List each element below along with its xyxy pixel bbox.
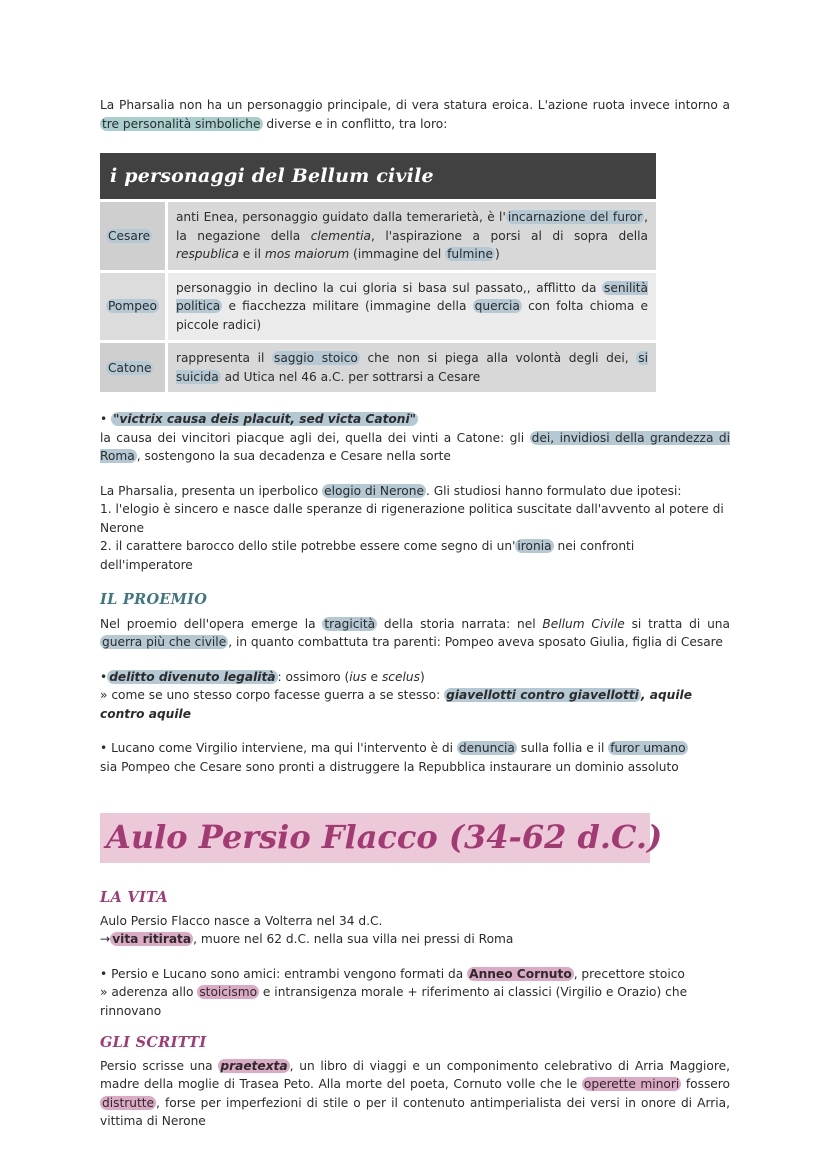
bullet-text: : ossimoro ( xyxy=(277,669,350,684)
highlight-elogio: elogio di Nerone xyxy=(324,483,424,498)
table-row xyxy=(100,271,656,342)
proemio-text: della storia narrata: nel xyxy=(377,616,543,631)
bullet: • xyxy=(100,669,108,684)
elogio-text-end: . Gli studiosi hanno formulato due ipotesi: xyxy=(425,483,682,498)
highlight: saggio stoico xyxy=(273,351,358,365)
row-desc-cell xyxy=(166,342,656,393)
section-heading-scritti: GLI SCRITTI xyxy=(100,1034,207,1051)
row-name-cell xyxy=(100,201,166,272)
highlight: dei, invidiosi della grandezza di Roma xyxy=(100,430,730,463)
scritti-text: Persio scrisse una xyxy=(100,1058,219,1073)
highlight: guerra più che civile xyxy=(102,635,227,649)
bullet-delitto xyxy=(100,668,730,687)
intro-text-end: diverse e in conflitto, tra loro: xyxy=(262,116,448,131)
highlight: tragicità xyxy=(324,616,376,631)
vita-bullet-detail xyxy=(100,983,730,1020)
bullet-lucano xyxy=(100,739,730,758)
highlight: fulmine xyxy=(447,247,494,261)
highlight-ironia: ironia xyxy=(517,539,552,553)
character-name: Pompeo xyxy=(108,299,157,314)
highlight: denuncia xyxy=(458,741,515,755)
vita-line xyxy=(100,930,730,949)
elogio-paragraph xyxy=(100,482,730,501)
desc-text: rappresenta il xyxy=(175,351,272,365)
highlight: quercia xyxy=(474,299,520,313)
section-heading-vita: LA VITA xyxy=(100,889,168,906)
vita-text: e intransigenza morale + riferimento ai classici (Virgilio e Orazio) che rinnovano xyxy=(100,985,688,1018)
intro-paragraph xyxy=(100,96,730,133)
highlight: incarnazione del furor xyxy=(507,210,643,224)
table-row xyxy=(100,201,656,272)
characters-table xyxy=(100,153,656,392)
translation-text: la causa dei vincitori piacque agli dei, quella dei vinti a Catone: gli xyxy=(100,430,530,445)
desc-text: , la negazione della xyxy=(175,210,648,243)
proemio-text: Nel proemio dell'opera emerge la xyxy=(100,616,323,631)
highlight: vita ritirata xyxy=(112,932,192,946)
scritti-text: , un libro di viaggi e un componimento celebrativo di Arria Maggiore, madre della moglie di Trasea Peto. Alla morte del poeta, Cornuto volle che le xyxy=(100,1058,730,1091)
quote-line xyxy=(100,410,730,429)
italic-term: clementia xyxy=(310,228,372,243)
desc-text: e il xyxy=(238,247,265,261)
list-text-end: nei confronti dell'imperatore xyxy=(100,539,635,572)
highlight: furor umano xyxy=(610,741,686,755)
table-row xyxy=(100,342,656,393)
vita-bullet xyxy=(100,965,730,984)
row-name-cell xyxy=(100,271,166,342)
desc-text: che non si piega alla volontà degli dei, xyxy=(359,351,637,365)
vita-text: • Persio e Lucano sono amici: entrambi vengono formati da xyxy=(100,966,468,981)
desc-text: con folta chioma e piccole radici) xyxy=(175,299,648,332)
highlight: stoicismo xyxy=(199,985,258,999)
arrow-icon: → xyxy=(100,932,111,946)
desc-text: anti Enea, personaggio guidato dalla temerarietà, è l' xyxy=(175,210,506,224)
scritti-paragraph xyxy=(100,1057,730,1131)
vita-text: » aderenza allo xyxy=(100,985,198,999)
desc-text: ) xyxy=(495,247,500,261)
highlight: si suicida xyxy=(175,351,648,384)
bullet-text: ) xyxy=(419,669,425,684)
section-heading-proemio: IL PROEMIO xyxy=(100,591,208,608)
highlight: giavellotti contro giavellotti xyxy=(446,688,639,702)
proemio-text: si tratta di una xyxy=(624,616,731,631)
scritti-text: , forse per imperfezioni di stile o per il contenuto antimperialista dei versi in onore di Arria, vittima di Nerone xyxy=(100,1095,730,1128)
intro-text: La Pharsalia non ha un personaggio principale, di vera statura eroica. L'azione ruota invece intorno a xyxy=(100,98,730,112)
vita-text: , muore nel 62 d.C. nella sua villa nei pressi di Roma xyxy=(193,932,514,946)
row-name-cell xyxy=(100,342,166,393)
persio-title: Aulo Persio Flacco (34-62 d.C.) xyxy=(100,813,650,863)
italic-term: Bellum Civile xyxy=(542,616,625,631)
bullet-lucano-detail: sia Pompeo che Cesare sono pronti a distruggere la Repubblica instaurare un dominio assoluto xyxy=(100,759,679,774)
row-desc-cell xyxy=(166,271,656,342)
detail-text: » come se uno stesso corpo facesse guerra a se stesso: xyxy=(100,688,445,702)
bullet: • xyxy=(100,412,108,426)
quote-translation xyxy=(100,429,730,466)
highlight: Anneo Cornuto xyxy=(469,966,572,981)
bullet-text: sulla follia e il xyxy=(516,741,609,755)
translation-text-end: , sostengono la sua decadenza e Cesare nella sorte xyxy=(136,449,451,463)
italic-term: ius xyxy=(349,669,367,684)
highlight: distrutte xyxy=(102,1095,155,1110)
highlight-tre-personalita: tre personalità simboliche xyxy=(102,116,261,131)
desc-text: , l'aspirazione a porsi al di sopra della xyxy=(371,228,648,243)
proemio-text-end: , in quanto combattuta tra parenti: Pompeo aveva sposato Giulia, figlia di Cesare xyxy=(228,635,723,649)
bullet-text: • Lucano come Virgilio interviene, ma qui l'intervento è di xyxy=(100,741,457,755)
highlight: delitto divenuto legalità xyxy=(109,669,276,684)
desc-text: ad Utica nel 46 a.C. per sottrarsi a Cesare xyxy=(220,369,481,384)
desc-text: personaggio in declino la cui gloria si basa sul passato,, afflitto da xyxy=(175,280,603,295)
bullet-text: e xyxy=(366,669,382,684)
row-desc-cell xyxy=(166,201,656,272)
italic-term: mos maiorum xyxy=(264,247,350,261)
elogio-text: La Pharsalia, presenta un iperbolico xyxy=(100,483,323,498)
list-item: 1. l'elogio è sincero e nasce dalle speranze di rigenerazione politica suscitate dall'avvento al potere di Nerone xyxy=(100,502,724,535)
italic-term: respublica xyxy=(175,247,239,261)
table-title: i personaggi del Bellum civile xyxy=(100,153,656,201)
highlight: praetexta xyxy=(220,1058,288,1073)
highlight: senilità politica xyxy=(175,280,648,313)
list-item xyxy=(100,537,730,574)
scritti-text: fossero xyxy=(681,1077,730,1091)
bullet-delitto-detail xyxy=(100,686,730,723)
latin-quote: "victrix causa deis placuit, sed victa Catoni" xyxy=(113,412,417,426)
document-page xyxy=(100,96,730,1131)
desc-text: e fiacchezza militare (immagine della xyxy=(222,299,473,313)
highlight: operette minori xyxy=(583,1077,680,1091)
bold-italic-text: , aquile contro aquile xyxy=(100,688,692,721)
italic-term: scelus xyxy=(381,669,420,684)
desc-text: (immagine del xyxy=(349,247,446,261)
list-text: 2. il carattere barocco dello stile potrebbe essere come segno di un' xyxy=(100,539,516,553)
vita-line: Aulo Persio Flacco nasce a Volterra nel 34 d.C. xyxy=(100,913,383,928)
character-name: Cesare xyxy=(108,228,151,243)
proemio-paragraph xyxy=(100,615,730,652)
vita-text: , precettore stoico xyxy=(573,966,685,981)
character-name: Catone xyxy=(108,360,152,375)
